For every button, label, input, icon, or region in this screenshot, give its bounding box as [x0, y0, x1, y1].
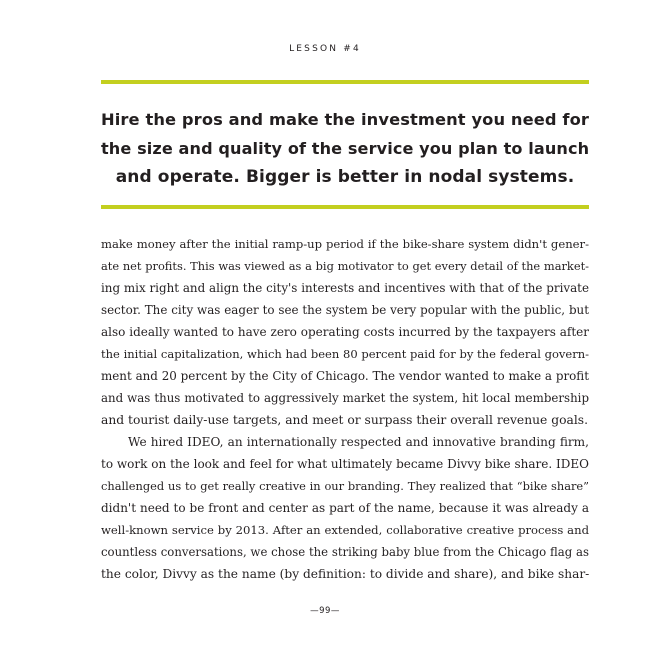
body-line: sector. The city was eager to see the system be very popular with the public, but: [101, 303, 589, 317]
body-line: ment and 20 percent by the City of Chicago. The vendor wanted to make a profit: [101, 369, 589, 383]
body-line: didn't need to be front and center as part of the name, because it was already a: [101, 501, 589, 515]
body-line: ate net profits. This was viewed as a big motivator to get every detail of the market-: [101, 259, 589, 273]
body-line: We hired IDEO, an internationally respected and innovative branding firm,: [128, 435, 589, 449]
callout-line: Hire the pros and make the investment you need for: [101, 110, 589, 129]
body-line: make money after the initial ramp-up period if the bike-share system didn't gener-: [101, 237, 589, 251]
callout-line: the size and quality of the service you plan to launch: [101, 139, 590, 158]
callout-top-rule: [101, 80, 589, 84]
body-line: the color, Divvy as the name (by definition: to divide and share), and bike shar-: [101, 567, 589, 581]
body-line: to work on the look and feel for what ultimately became Divvy bike share. IDEO: [101, 457, 589, 471]
body-line: and tourist daily-use targets, and meet or surpass their overall revenue goals.: [101, 413, 588, 427]
body-text: [101, 233, 589, 585]
body-line: challenged us to get really creative in our branding. They realized that “bike share”: [101, 479, 589, 493]
body-line: countless conversations, we chose the striking baby blue from the Chicago flag as: [101, 545, 589, 559]
page-number: —99—: [310, 606, 340, 616]
callout-box: [101, 80, 589, 211]
callout-bottom-rule: [101, 205, 589, 209]
body-line: also ideally wanted to have zero operating costs incurred by the taxpayers after: [101, 325, 589, 339]
callout-line: and operate. Bigger is better in nodal systems.: [115, 167, 575, 187]
body-line: ing mix right and align the city's interests and incentives with that of the private: [101, 281, 589, 295]
body-line: the initial capitalization, which had been 80 percent paid for by the federal govern-: [101, 347, 589, 361]
callout-text: [101, 105, 589, 192]
body-line: and was thus motivated to aggressively market the system, hit local membership: [101, 391, 589, 405]
body-line: well-known service by 2013. After an extended, collaborative creative process and: [101, 523, 589, 537]
lesson-label: LESSON #4: [289, 44, 361, 54]
